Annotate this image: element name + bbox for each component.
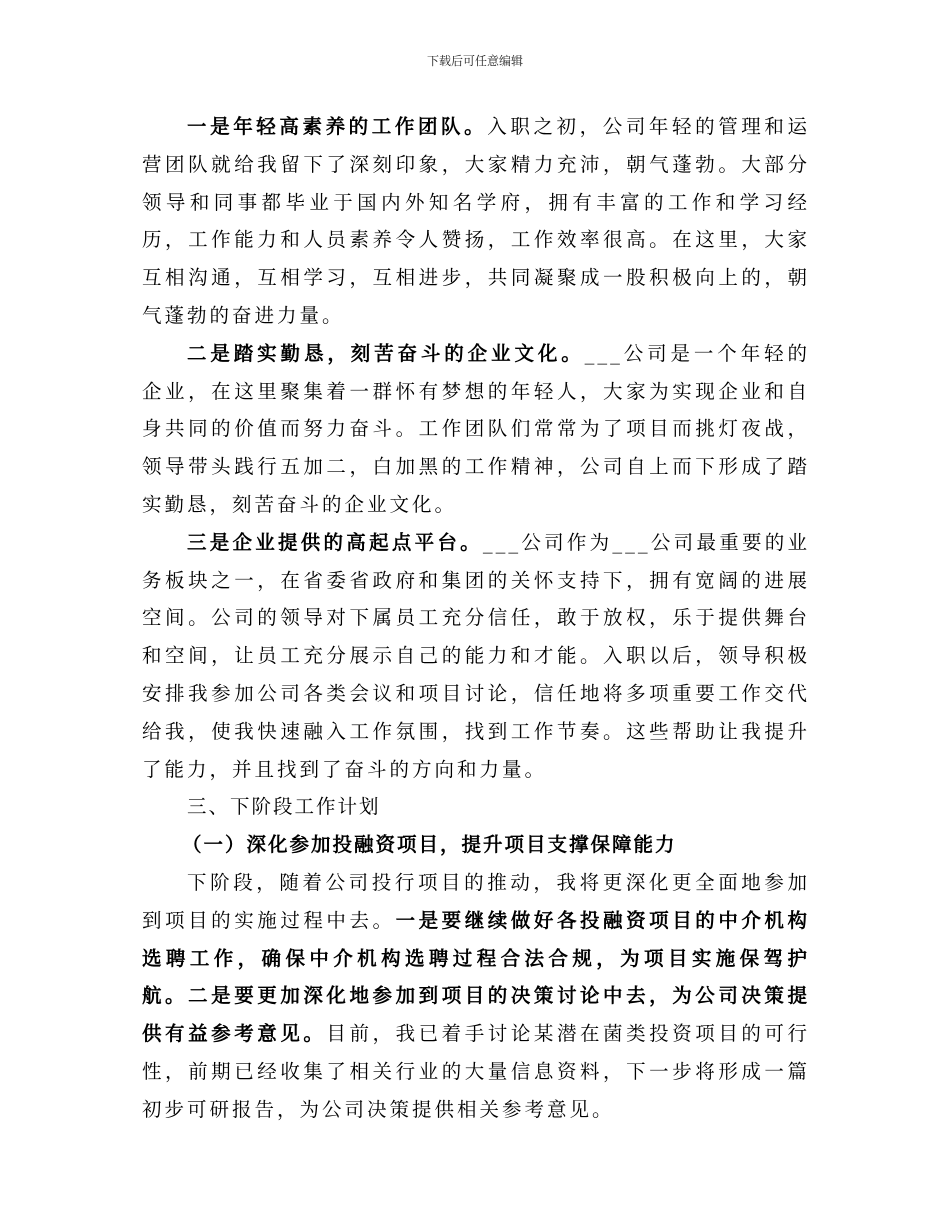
paragraph-team xyxy=(142,108,810,335)
paragraph-culture xyxy=(142,335,810,524)
sub-heading: （一）深化参加投融资项目，提升项目支撑保障能力 xyxy=(182,833,677,857)
paragraph-platform xyxy=(142,524,810,789)
section-heading: 三、下阶段工作计划 xyxy=(187,795,381,819)
paragraph-platform-lead: 三是企业提供的高起点平台。 xyxy=(187,530,483,554)
paragraph-plan-tail: 目前，我已着手讨论某潜在菌类投资项目的可行性，前期已经收集了相关行业的大量信息资料，下一步将形成一篇初步可研报告，为公司决策提供相关参考意见。 xyxy=(142,1022,810,1121)
paragraph-team-lead: 一是年轻高素养的工作团队。 xyxy=(187,115,488,138)
paragraph-plan-intro: 下阶段，随着公司投行项目的推动，我将更深化更全面地参加到项目的实施过程中去。 xyxy=(142,870,810,932)
paragraph-team-body: 入职之初，公司年轻的管理和运营团队就给我留下了深刻印象，大家精力充沛，朝气蓬勃。大部分领导和同事都毕业于国内外知名学府，拥有丰富的工作和学习经历，工作能力和人员素养令人赞扬，工作效率很高。在这里，大家互相沟通，互相学习，互相进步，共同凝聚成一股积极向上的，朝气蓬勃的奋进力量。 xyxy=(142,115,810,327)
paragraph-platform-body: ___公司作为___公司最重要的业务板块之一，在省委省政府和集团的关怀支持下，拥有宽阔的进展空间。公司的领导对下属员工充分信任，敢于放权，乐于提供舞台和空间，让员工充分展示自己的能力和才能。入职以后，领导积极安排我参加公司各类会议和项目讨论，信任地将多项重要工作交代给我，使我快速融入工作氛围，找到工作节奏。这些帮助让我提升了能力，并且找到了奋斗的方向和力量。 xyxy=(142,530,810,781)
paragraph-culture-body: ___公司是一个年轻的企业，在这里聚集着一群怀有梦想的年轻人，大家为实现企业和自身共同的价值而努力奋斗。工作团队们常常为了项目而挑灯夜战，领导带头践行五加二，白加黑的工作精神，公司自上而下形成了踏实勤恳，刻苦奋斗的企业文化。 xyxy=(142,341,810,516)
paragraph-plan-bold: 一是要继续做好各投融资项目的中介机构选聘工作，确保中介机构选聘过程合法合规，为项目实施保驾护航。二是要更加深化地参加到项目的决策讨论中去，为公司决策提供有益参考意见。 xyxy=(142,908,810,1046)
paragraph-culture-lead: 二是踏实勤恳，刻苦奋斗的企业文化。 xyxy=(187,341,585,365)
page-header: 下载后可任意编辑 xyxy=(426,54,523,68)
document-body xyxy=(142,108,810,1129)
paragraph-plan xyxy=(142,864,810,1129)
